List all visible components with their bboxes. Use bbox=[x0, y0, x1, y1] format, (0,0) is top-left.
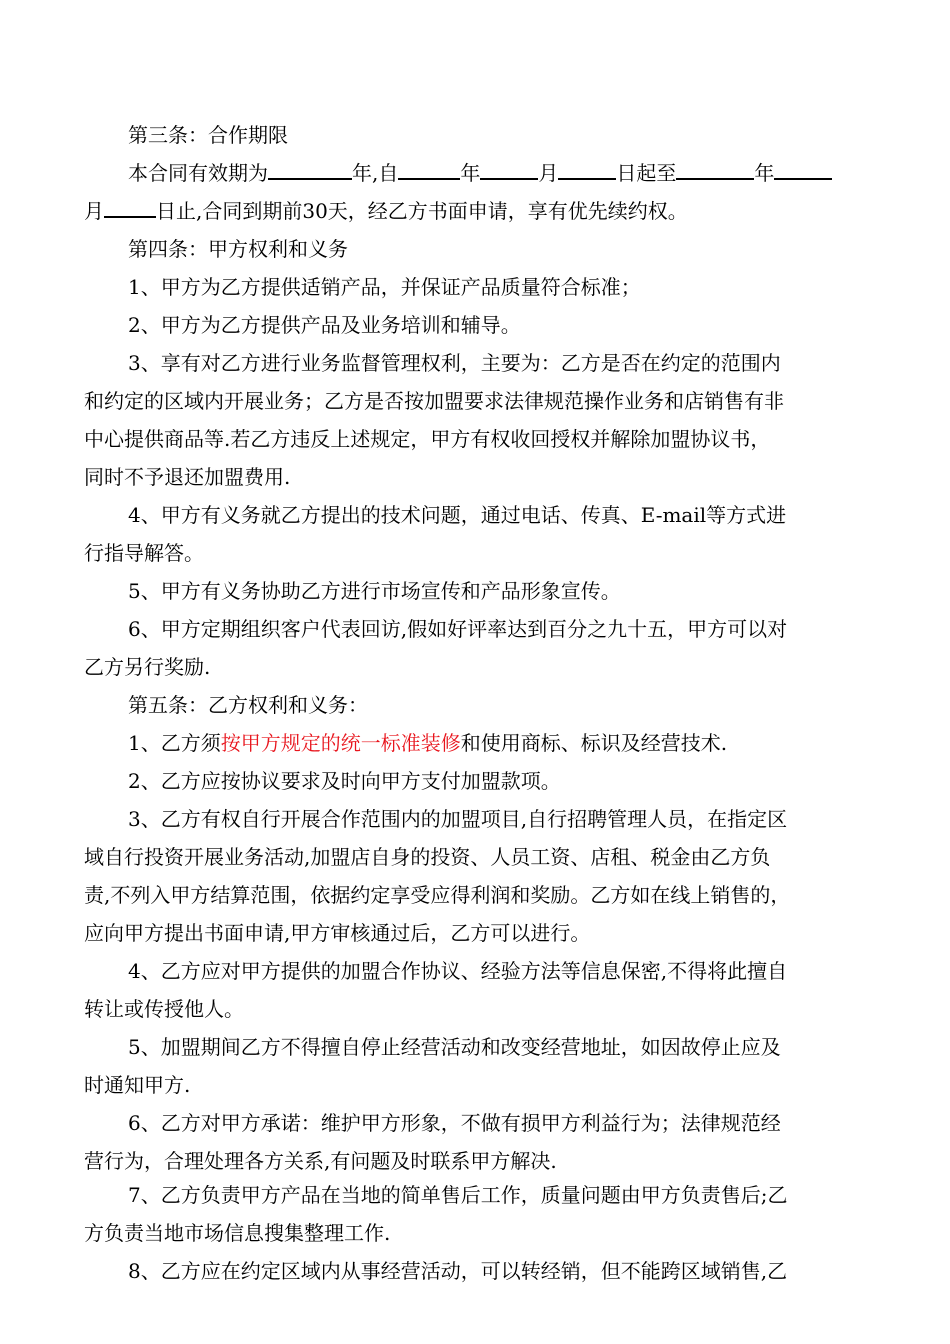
article-4-item-4-cont: 行指导解答。 bbox=[84, 541, 204, 565]
article-5-item-6: 6、乙方对甲方承诺：维护甲方形象，不做有损甲方利益行为；法律规范经 bbox=[128, 1111, 781, 1135]
highlighted-text: 按甲方规定的统一标准装修 bbox=[220, 731, 461, 755]
term-text: 年,自 bbox=[352, 161, 399, 185]
article-5-heading: 第五条：乙方权利和义务： bbox=[128, 693, 368, 717]
article-5-item-3: 3、乙方有权自行开展合作范围内的加盟项目,自行招聘管理人员，在指定区 bbox=[128, 807, 788, 831]
blank-end-day bbox=[104, 198, 156, 218]
article-5-item-1 bbox=[128, 724, 727, 762]
blank-end-month bbox=[774, 160, 832, 180]
article-4-item-3-cont: 同时不予退还加盟费用. bbox=[84, 465, 291, 489]
term-text: 日起至 bbox=[616, 161, 677, 185]
article-5-item-4-cont: 转让或传授他人。 bbox=[84, 997, 244, 1021]
article-5-item-5: 5、加盟期间乙方不得擅自停止经营活动和改变经营地址，如因故停止应及 bbox=[128, 1035, 781, 1059]
term-text: 本合同有效期为 bbox=[128, 161, 268, 185]
article-5-item-2: 2、乙方应按协议要求及时向甲方支付加盟款项。 bbox=[128, 769, 561, 793]
article-4-item-5: 5、甲方有义务协助乙方进行市场宣传和产品形象宣传。 bbox=[128, 579, 621, 603]
article-5-item-7: 7、乙方负责甲方产品在当地的简单售后工作，质量问题由甲方负责售后;乙 bbox=[128, 1183, 788, 1207]
article-3-term-line-2 bbox=[84, 192, 688, 230]
item-text: 和使用商标、标识及经营技术. bbox=[460, 731, 728, 755]
term-text: 月 bbox=[538, 161, 559, 185]
article-5-item-8: 8、乙方应在约定区域内从事经营活动，可以转经销，但不能跨区域销售,乙 bbox=[128, 1259, 788, 1283]
article-5-item-3-cont: 域自行投资开展业务活动,加盟店自身的投资、人员工资、店租、税金由乙方负 bbox=[84, 845, 771, 869]
term-text: 年 bbox=[460, 161, 481, 185]
article-4-heading: 第四条：甲方权利和义务 bbox=[128, 237, 348, 261]
article-5-item-7-cont: 方负责当地市场信息搜集整理工作. bbox=[84, 1221, 391, 1245]
blank-start-month bbox=[480, 160, 538, 180]
article-3-heading: 第三条：合作期限 bbox=[128, 123, 288, 147]
article-4-item-3-cont: 和约定的区域内开展业务；乙方是否按加盟要求法律规范操作业务和店销售有非 bbox=[84, 389, 784, 413]
blank-end-year bbox=[676, 160, 754, 180]
article-4-item-3-cont: 中心提供商品等.若乙方违反上述规定，甲方有权收回授权并解除加盟协议书， bbox=[84, 427, 771, 451]
article-5-item-4: 4、乙方应对甲方提供的加盟合作协议、经验方法等信息保密,不得将此擅自 bbox=[128, 959, 788, 983]
term-text: 日止,合同到期前30天，经乙方书面申请，享有优先续约权。 bbox=[156, 199, 688, 223]
article-4-item-4: 4、甲方有义务就乙方提出的技术问题，通过电话、传真、E-mail等方式进 bbox=[128, 503, 787, 527]
article-5-item-3-cont: 应向甲方提出书面申请,甲方审核通过后，乙方可以进行。 bbox=[84, 921, 591, 945]
article-4-item-6-cont: 乙方另行奖励. bbox=[84, 655, 211, 679]
blank-years bbox=[268, 160, 352, 180]
article-4-item-2: 2、甲方为乙方提供产品及业务培训和辅导。 bbox=[128, 313, 521, 337]
article-5-item-3-cont: 责,不列入甲方结算范围，依据约定享受应得利润和奖励。乙方如在线上销售的， bbox=[84, 883, 791, 907]
term-text: 月 bbox=[84, 199, 104, 223]
term-text: 年 bbox=[754, 161, 775, 185]
article-4-item-1: 1、甲方为乙方提供适销产品，并保证产品质量符合标准； bbox=[128, 275, 641, 299]
item-text: 1、乙方须 bbox=[128, 731, 221, 755]
blank-start-year bbox=[398, 160, 460, 180]
article-4-item-3: 3、享有对乙方进行业务监督管理权利，主要为：乙方是否在约定的范围内 bbox=[128, 351, 781, 375]
article-5-item-6-cont: 营行为，合理处理各方关系,有问题及时联系甲方解决. bbox=[84, 1149, 557, 1173]
article-5-item-5-cont: 时通知甲方. bbox=[84, 1073, 191, 1097]
article-3-term-line bbox=[128, 154, 832, 192]
blank-start-day bbox=[558, 160, 616, 180]
article-4-item-6: 6、甲方定期组织客户代表回访,假如好评率达到百分之九十五，甲方可以对 bbox=[128, 617, 788, 641]
